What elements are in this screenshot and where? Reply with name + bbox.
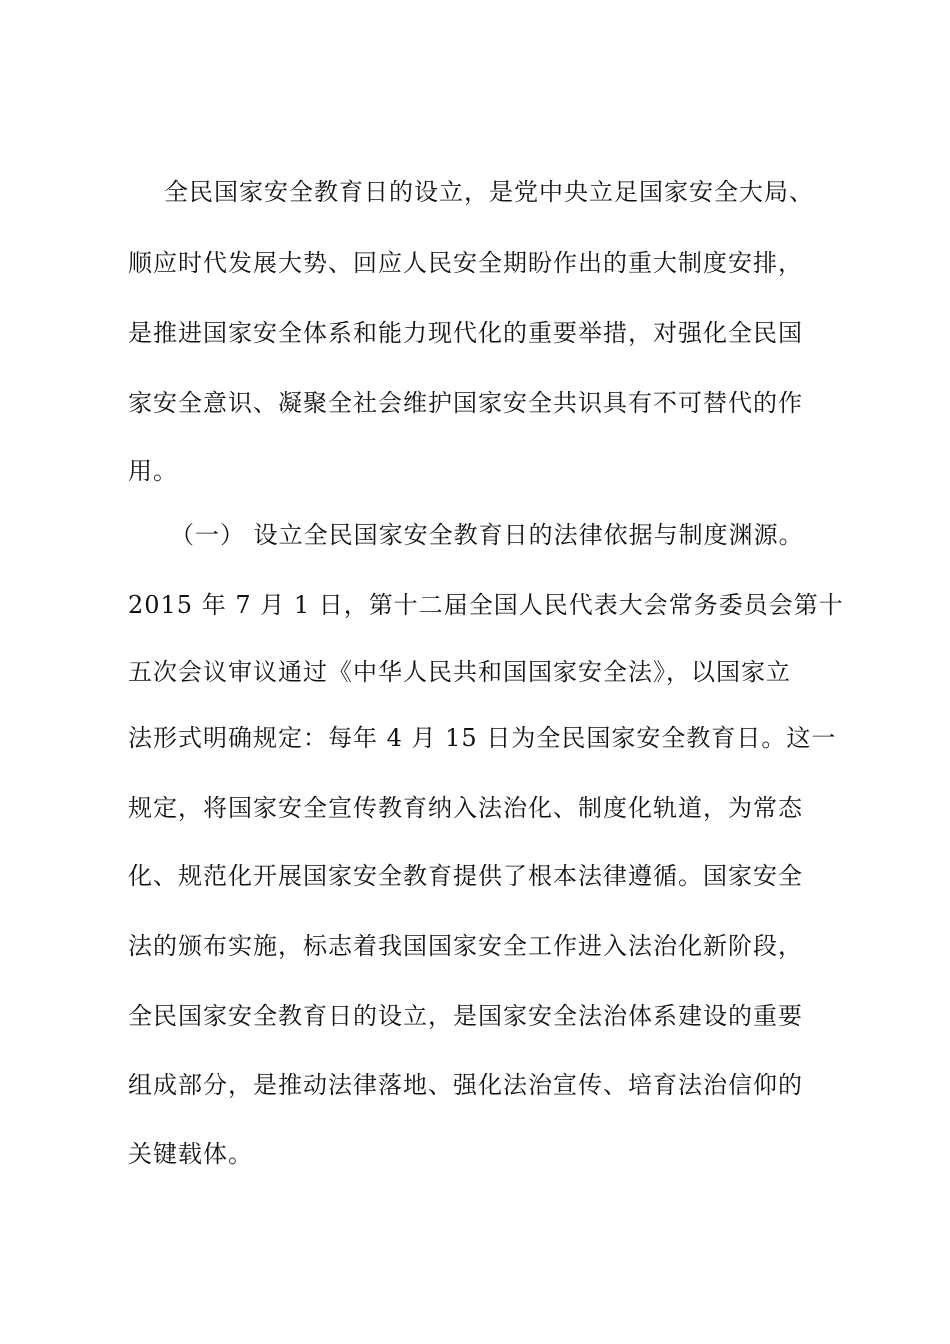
paragraph-line: 规定，将国家安全宣传教育纳入法治化、制度化轨道，为常态 bbox=[128, 794, 803, 822]
section-heading: （一） 设立全民国家安全教育日的法律依据与制度渊源。 bbox=[170, 521, 804, 549]
paragraph-line: 是推进国家安全体系和能力现代化的重要举措，对强化全民国 bbox=[128, 319, 803, 347]
paragraph-line: 用。 bbox=[128, 457, 178, 485]
paragraph-line: 法的颁布实施，标志着我国国家安全工作进入法治化新阶段， bbox=[128, 932, 803, 960]
paragraph-line: 五次会议审议通过《中华人民共和国国家安全法》，以国家立 bbox=[128, 658, 791, 686]
paragraph-line: 全民国家安全教育日的设立，是党中央立足国家安全大局、 bbox=[164, 178, 814, 206]
paragraph-line: 组成部分，是推动法律落地、强化法治宣传、培育法治信仰的 bbox=[128, 1071, 803, 1099]
paragraph-line: 关键载体。 bbox=[128, 1140, 253, 1168]
paragraph-line: 家安全意识、凝聚全社会维护国家安全共识具有不可替代的作 bbox=[128, 389, 803, 417]
paragraph-line: 化、规范化开展国家安全教育提供了根本法律遵循。国家安全 bbox=[128, 862, 803, 890]
paragraph-line: 2015 年 7 月 1 日，第十二届全国人民代表大会常务委员会第十 bbox=[128, 591, 844, 619]
paragraph-line: 全民国家安全教育日的设立，是国家安全法治体系建设的重要 bbox=[128, 1002, 803, 1030]
paragraph-line: 法形式明确规定：每年 4 月 15 日为全民国家安全教育日。这一 bbox=[128, 724, 837, 752]
paragraph-line: 顺应时代发展大势、回应人民安全期盼作出的重大制度安排， bbox=[128, 249, 803, 277]
